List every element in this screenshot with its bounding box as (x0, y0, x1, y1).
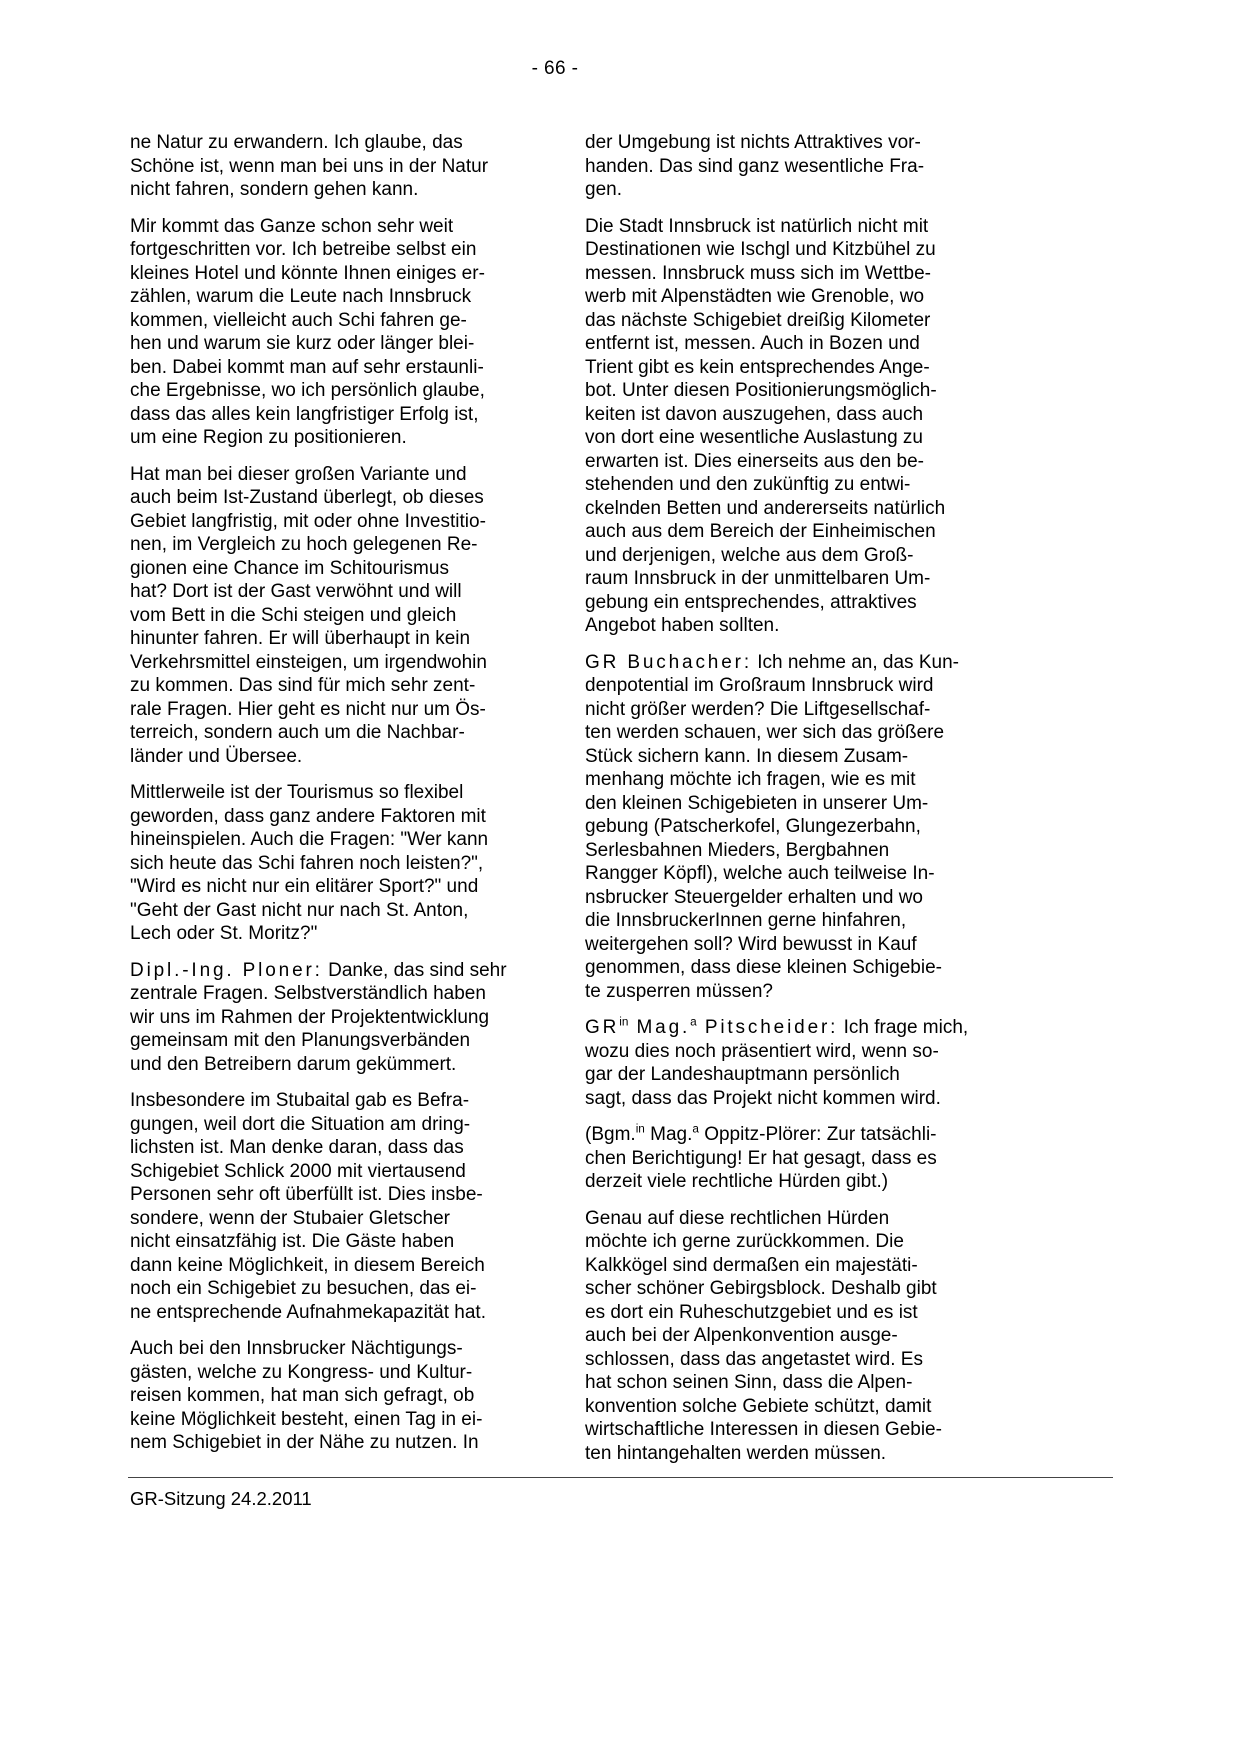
column-left (130, 131, 525, 1478)
text-columns (130, 131, 980, 1478)
paragraph: ne Natur zu erwandern. Ich glaube, das Schöne ist, wenn man bei uns in der Natur nicht fahren, sondern gehen kann. (130, 132, 489, 200)
paragraph: Hat man bei dieser großen Variante und auch beim Ist-Zustand überlegt, ob dieses Gebiet langfristig, mit oder ohne Investitio- nen, im Vergleich zu hoch gelegenen Re- gionen eine Chance im Schitourismus hat? Dort ist der Gast verwöhnt und will vom Bett in die Schi steigen und gleich hinunter fahren. Er will überhaupt in kein Verkehrsmittel einsteigen, um irgendwohin zu kommen. Das sind für mich sehr zent- rale Fragen. Hier geht es nicht nur um Ös- terreich, sondern auch um die Nachbar- länder und Übersee. (130, 463, 487, 767)
paragraph: der Umgebung ist nichts Attraktives vor- handen. Das sind ganz wesentliche Fra- gen. (585, 132, 925, 200)
superscript-text: in (619, 1015, 629, 1029)
speaker-name: Pitscheider: (696, 1017, 839, 1038)
paragraph: Genau auf diese rechtlichen Hürden möchte ich gerne zurückkommen. Die Kalkkögel sind dermaßen ein majestäti- scher schöner Gebirgsblock. Deshalb gibt es dort ein Ruheschutzgebiet und es ist auch bei der Alpenkonvention ausge- schlossen, dass das angetastet wird. Es hat schon seinen Sinn, dass die Alpen- konvention solche Gebiete schützt, damit wirtschaftliche Interessen in diesen Gebie- ten hintangehalten werden müssen. (585, 1207, 942, 1464)
speaker-name: GR Buchacher: (585, 651, 752, 673)
speaker-name: Dipl.-Ing. Ploner: (130, 959, 323, 981)
paragraph: $GR^{in}$ Mag.$^a$ Pitscheider: Ich frage mich, wozu dies noch präsentiert wird, wenn so- gar der Landeshauptmann persönlich sagt, dass das Projekt nicht kommen wird. (585, 1015, 969, 1109)
footer-rule (128, 1477, 1113, 1478)
superscript-text: a (690, 1015, 697, 1029)
paragraph: Dipl.-Ing. Ploner: Danke, das sind sehr zentrale Fragen. Selbstverständlich haben wir uns im Rahmen der Projektentwicklung gemeinsam mit den Planungsverbänden und den Betreibern darum gekümmert. (130, 959, 507, 1075)
paragraph: GR Buchacher: Ich nehme an, das Kun- denpotential im Großraum Innsbruck wird nicht größer werden? Die Liftgesellschaf- ten werden schauen, wer sich das größere Stück sichern kann. In diesem Zusam- menhang möchte ich fragen, wie es mit den kleinen Schigebieten in unserer Um- gebung (Patscherkofel, Glungezerbahn, Serlesbahnen Mieders, Bergbahnen Rangger Köpfl), welche auch teilweise In- nsbrucker Steuergelder erhalten und wo die InnsbruckerInnen gerne hinfahren, weitergehen soll? Wird bewusst in Kauf genommen, dass diese kleinen Schigebie- te zusperren müssen? (585, 651, 959, 1002)
paragraph: Auch bei den Innsbrucker Nächtigungs- gästen, welche zu Kongress- und Kultur- reisen kommen, hat man sich gefragt, ob keine Möglichkeit besteht, einen Tag in ei- nem Schigebiet in der Nähe zu nutzen. In (130, 1338, 483, 1453)
superscript-text: a (692, 1122, 699, 1136)
paragraph: Mittlerweile ist der Tourismus so flexibel geworden, dass ganz andere Faktoren mit hineinspielen. Auch die Fragen: "Wer kann sich heute das Schi fahren noch leisten?", "Wird es nicht nur ein elitärer Sport?" und "Geht der Gast nicht nur nach St. Anton, Lech oder St. Moritz?" (130, 782, 489, 944)
paragraph: Mir kommt das Ganze schon sehr weit fortgeschritten vor. Ich betreibe selbst ein kleines Hotel und könnte Ihnen einiges er- zählen, warum die Leute nach Innsbruck kommen, vielleicht auch Schi fahren ge- hen und warum sie kurz oder länger blei- ben. Dabei kommt man auf sehr erstaunli- che Ergebnisse, wo ich persönlich glaube, dass das alles kein langfristiger Erfolg ist, um eine Region zu positionieren. (130, 215, 485, 448)
speaker-name: GR (585, 1017, 620, 1038)
column-right (585, 131, 980, 1478)
page-number: - 66 - (531, 58, 579, 79)
page-footer: GR-Sitzung 24.2.2011 (130, 1488, 312, 1509)
paragraph: (Bgm.$^{in}$ Mag.$^a$ Oppitz-Plörer: Zur tatsächli- chen Berichtigung! Er hat gesagt, dass es derzeit viele rechtliche Hürden gibt.) (585, 1122, 937, 1192)
speaker-name: Mag. (628, 1017, 691, 1038)
paragraph: Die Stadt Innsbruck ist natürlich nicht mit Destinationen wie Ischgl und Kitzbühel zu messen. Innsbruck muss sich im Wettbe- werb mit Alpenstädten wie Grenoble, wo das nächste Schigebiet dreißig Kilometer entfernt ist, messen. Auch in Bozen und Trient gibt es kein entsprechendes Ange- bot. Unter diesen Positionierungsmöglich- keiten ist davon auszugehen, dass auch von dort eine wesentliche Auslastung zu erwarten ist. Dies einerseits aus den be- stehenden und den zukünftig zu entwi- ckelnden Betten und andererseits natürlich auch aus dem Bereich der Einheimischen und derjenigen, welche aus dem Groß- raum Innsbruck in der unmittelbaren Um- gebung ein entsprechendes, attraktives Angebot haben sollten. (585, 215, 946, 636)
superscript-text: in (635, 1122, 645, 1136)
paragraph: Insbesondere im Stubaital gab es Befra- gungen, weil dort die Situation am dring- lichsten ist. Man denke daran, dass das Schigebiet Schlick 2000 mit viertausend Personen sehr oft überfüllt ist. Dies insbe- sondere, wenn der Stubaier Gletscher nicht einsatzfähig ist. Die Gäste haben dann keine Möglichkeit, in diesem Bereich noch ein Schigebiet zu besuchen, das ei- ne entsprechende Aufnahmekapazität hat. (130, 1090, 486, 1323)
